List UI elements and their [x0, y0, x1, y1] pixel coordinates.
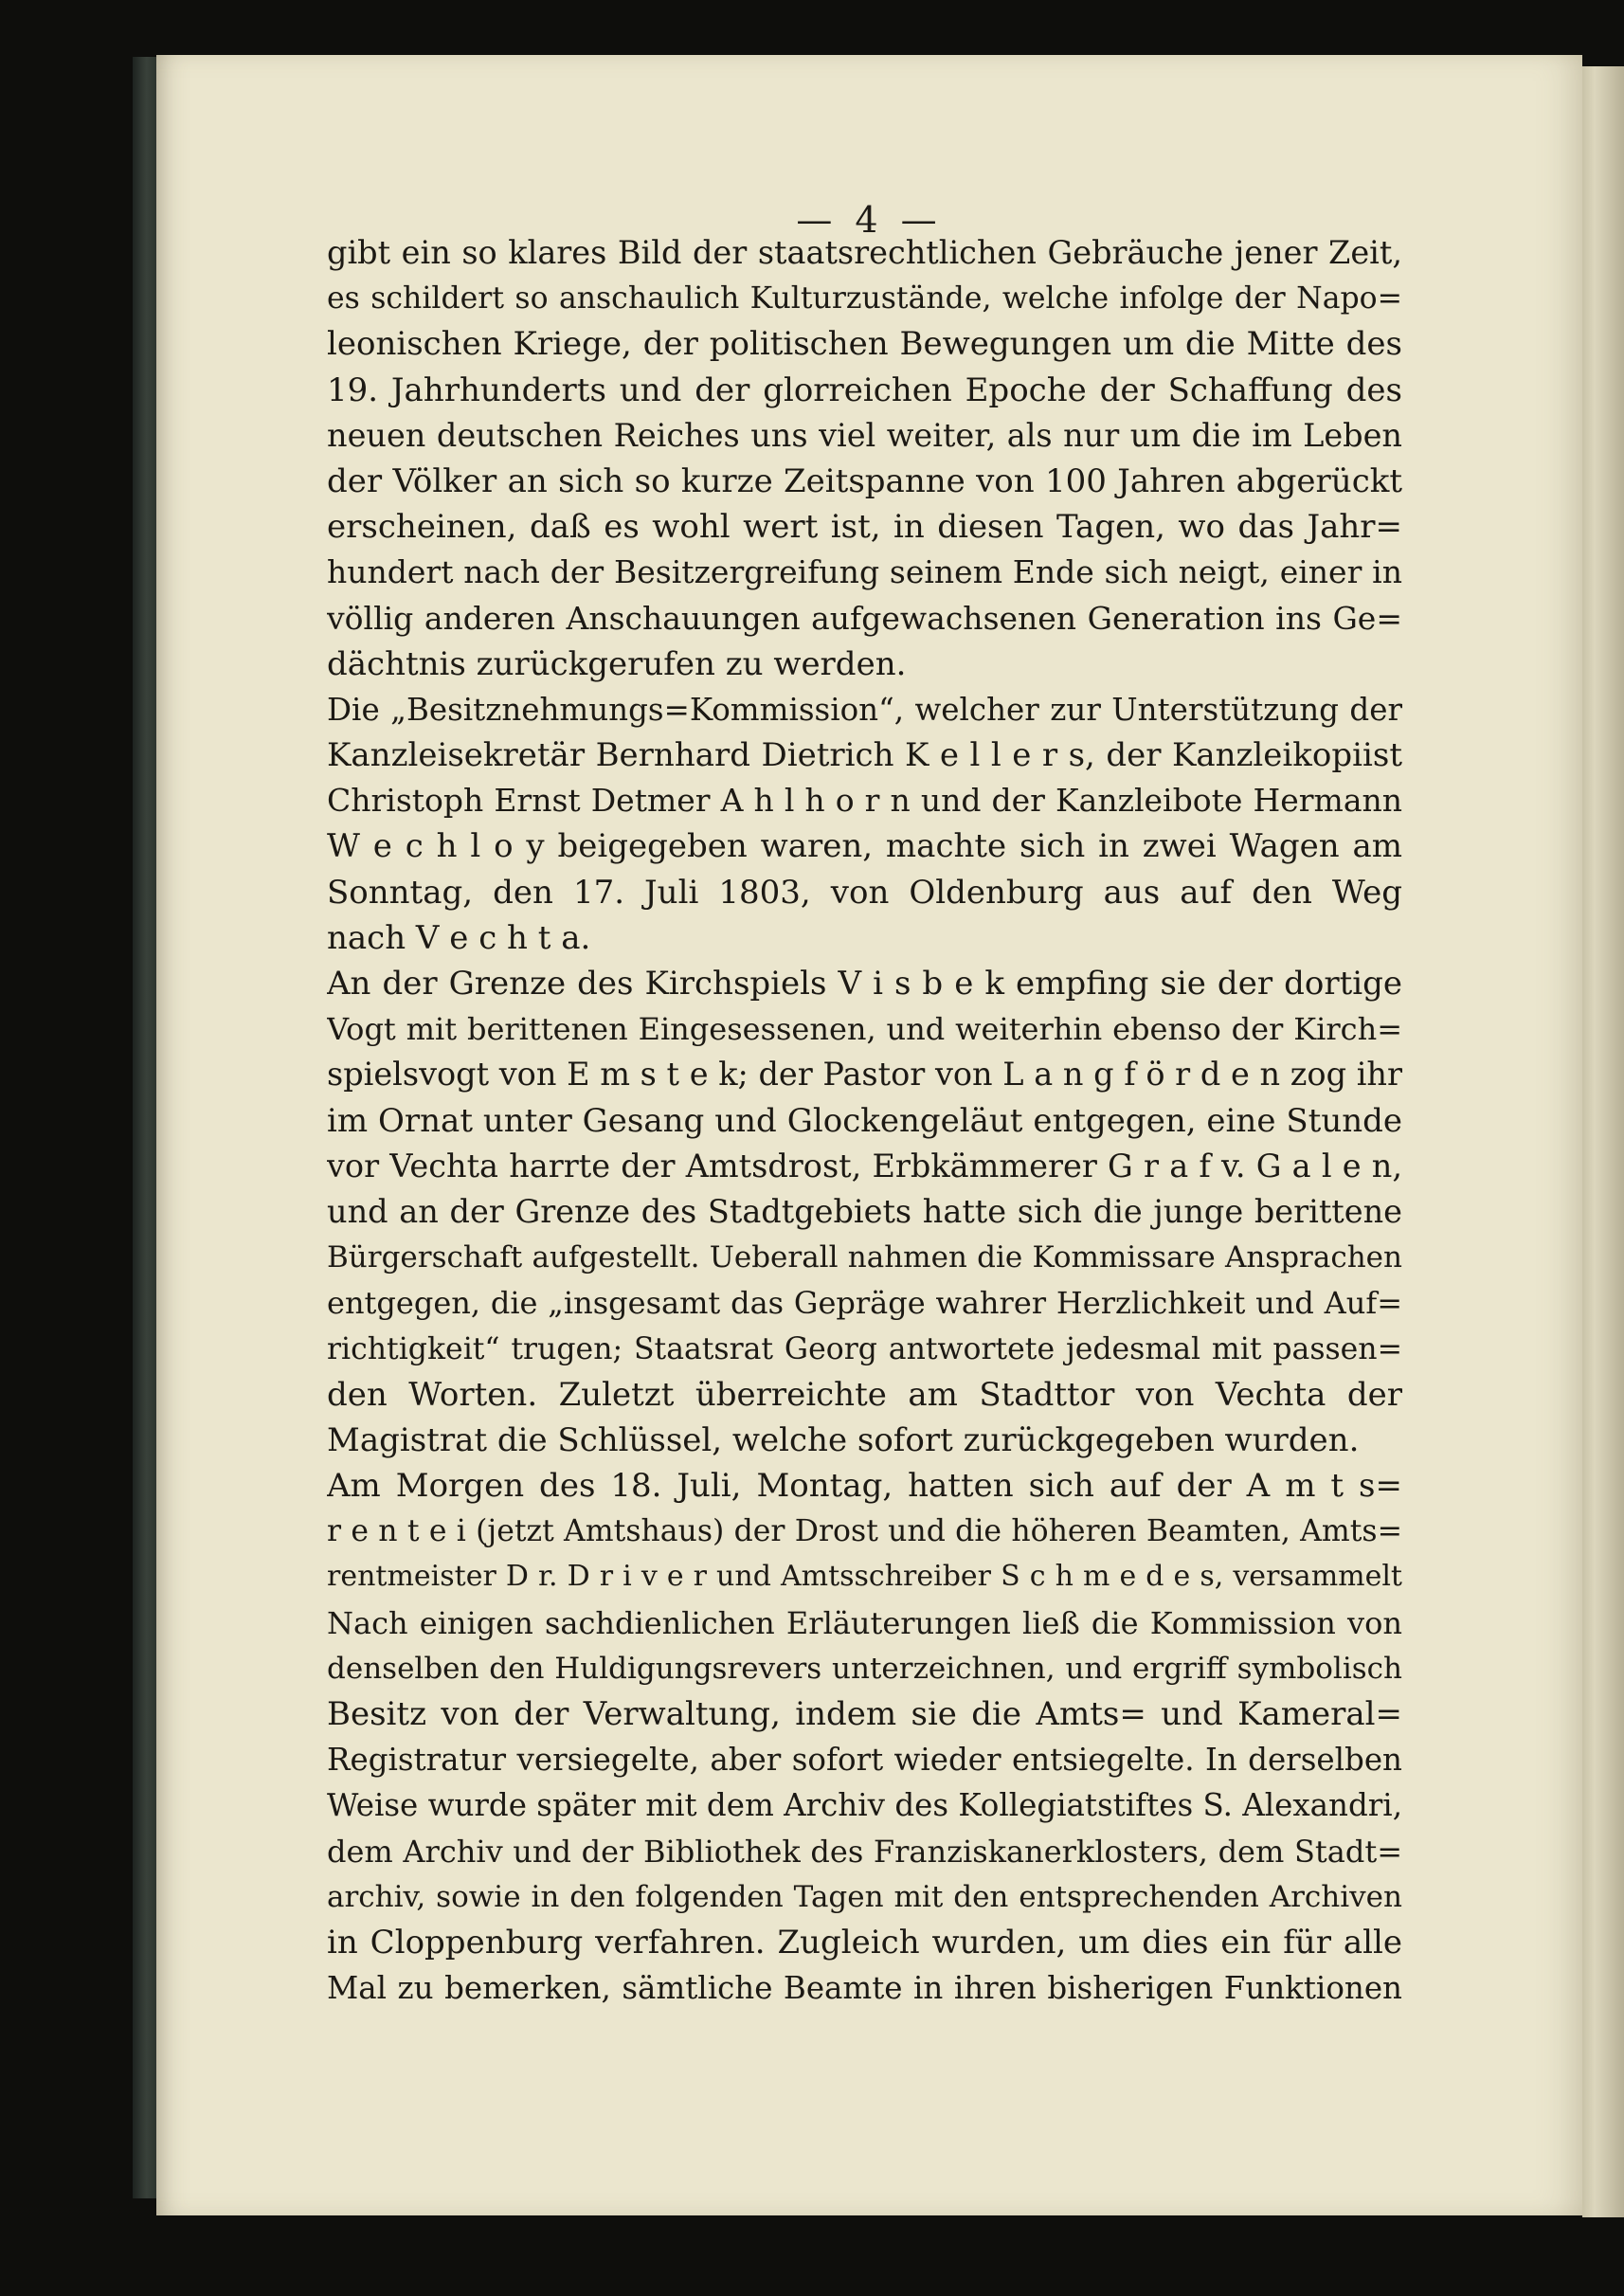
text-line: erscheinen, daß es wohl wert ist, in diesen Tagen, wo das Jahr= [327, 508, 1402, 547]
text-line: dem Archiv und der Bibliothek des Franziskanerklosters, dem Stadt= [327, 1833, 1402, 1870]
text-line: r e n t e i (jetzt Amtshaus) der Drost und die höheren Beamten, Amts= [327, 1514, 1402, 1549]
text-line: Vogt mit berittenen Eingesessenen, und weiterhin ebenso der Kirch= [327, 1011, 1402, 1048]
text-line: im Ornat unter Gesang und Glockengeläut entgegen, eine Stunde [327, 1101, 1402, 1140]
text-line: Besitz von der Verwaltung, indem sie die Amts= und Kameral= [327, 1695, 1402, 1733]
text-line: nach V e c h t a. [327, 918, 591, 957]
text-line: der Völker an sich so kurze Zeitspanne von 100 Jahren abgerückt [327, 461, 1402, 500]
text-line: völlig anderen Anschauungen aufgewachsenen Generation ins Ge= [327, 599, 1402, 637]
text-line: richtigkeit“ trugen; Staatsrat Georg antwortete jedesmal mit passen= [327, 1331, 1402, 1366]
text-line: in Cloppenburg verfahren. Zugleich wurden, um dies ein für alle [327, 1923, 1402, 1962]
text-line: archiv, sowie in den folgenden Tagen mit den entsprechenden Archiven [327, 1879, 1402, 1914]
text-line: entgegen, die „insgesamt das Gepräge wahrer Herzlichkeit und Auf= [327, 1285, 1402, 1322]
text-line: Registratur versiegelte, aber sofort wieder entsiegelte. In derselben [327, 1742, 1402, 1779]
text-line: W e c h l o y beigegeben waren, machte sich in zwei Wagen am [327, 827, 1402, 866]
text-line: denselben den Huldigungsrevers unterzeichnen, und ergriff symbolisch [327, 1651, 1402, 1686]
text-line: Mal zu bemerken, sämtliche Beamte in ihren bisherigen Funktionen [327, 1970, 1402, 2007]
text-line: Magistrat die Schlüssel, welche sofort zurückgegeben wurden. [327, 1420, 1360, 1459]
text-line: vor Vechta harrte der Amtsdrost, Erbkämmerer G r a f v. G a l e n, [327, 1147, 1402, 1184]
text-line: rentmeister D r. D r i v e r und Amtsschreiber S c h m e d e s, versammelt [327, 1560, 1402, 1594]
text-line: leonischen Kriege, der politischen Bewegungen um die Mitte des [327, 325, 1402, 364]
body-text [327, 230, 1402, 2011]
text-line: den Worten. Zuletzt überreichte am Stadttor von Vechta der [327, 1375, 1402, 1414]
text-line: gibt ein so klares Bild der staatsrechtlichen Gebräuche jener Zeit, [327, 234, 1402, 271]
text-line: es schildert so anschaulich Kulturzustände, welche infolge der Napo= [327, 281, 1402, 316]
text-line: Kanzleisekretär Bernhard Dietrich K e l l e r s, der Kanzleikopiist [327, 736, 1402, 775]
text-line: spielsvogt von E m s t e k; der Pastor von L a n g f ö r d e n zog ihr [327, 1056, 1402, 1094]
page-number: — 4 — [796, 199, 943, 241]
text-line: dächtnis zurückgerufen zu werden. [327, 644, 907, 683]
text-line: neuen deutschen Reiches uns viel weiter, als nur um die im Leben [327, 416, 1402, 454]
text-line: An der Grenze des Kirchspiels V i s b e k empfing sie der dortige [327, 965, 1402, 1003]
text-line: Christoph Ernst Detmer A h l h o r n und der Kanzleibote Hermann [327, 782, 1402, 820]
text-line: Bürgerschaft aufgestellt. Ueberall nahmen die Kommissare Ansprachen [327, 1240, 1402, 1275]
text-line: Sonntag, den 17. Juli 1803, von Oldenburg aus auf den Weg [327, 873, 1402, 912]
text-line: Am Morgen des 18. Juli, Montag, hatten sich auf der A m t s= [327, 1467, 1402, 1506]
facing-page-edge [1582, 66, 1624, 2217]
text-line: 19. Jahrhunderts und der glorreichen Epoche der Schaffung des [327, 371, 1402, 409]
text-line: Weise wurde später mit dem Archiv des Kollegiatstiftes S. Alexandri, [327, 1787, 1402, 1824]
text-line: hundert nach der Besitzergreifung seinem Ende sich neigt, einer in [327, 553, 1402, 591]
text-line: Nach einigen sachdienlichen Erläuterungen ließ die Kommission von [327, 1604, 1402, 1641]
text-line: und an der Grenze des Stadtgebiets hatte sich die junge berittene [327, 1192, 1402, 1230]
text-line: Die „Besitznehmungs=Kommission“, welcher zur Unterstützung der [327, 691, 1402, 728]
